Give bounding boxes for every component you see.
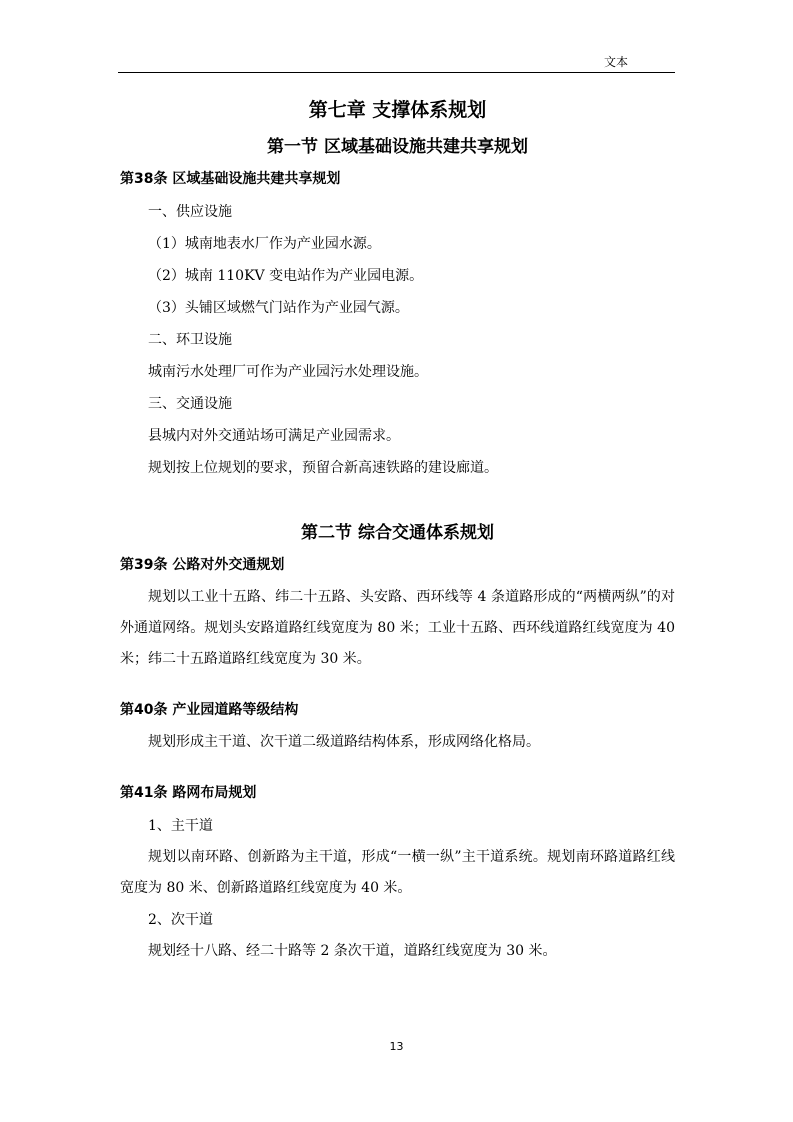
- secondary-road-heading: 2、次干道: [148, 912, 213, 928]
- header-rule: [118, 72, 675, 73]
- sanitation-heading: 二、环卫设施: [148, 332, 232, 348]
- article-39-text: 规划以工业十五路、纬二十五路、头安路、西环线等 4 条道路形成的“两横两纵”的对外通道网络。规划头安路道路红线宽度为 80 米；工业十五路、西环线道路红线宽度为 40 米；纬二十五路道路红线宽度为 30 米。: [120, 589, 675, 667]
- main-road-heading: 1、主干道: [148, 818, 213, 834]
- article-40-title: 第40条 产业园道路等级结构: [120, 702, 299, 718]
- secondary-road-text: 规划经十八路、经二十路等 2 条次干道，道路红线宽度为 30 米。: [148, 943, 557, 959]
- article-41-title: 第41条 路网布局规划: [120, 785, 257, 801]
- section-1-title: 第一节 区域基础设施共建共享规划: [267, 137, 528, 157]
- sewage-item: 城南污水处理厂可作为产业园污水处理设施。: [148, 364, 428, 380]
- article-38-title: 第38条 区域基础设施共建共享规划: [120, 171, 341, 187]
- transport-heading: 三、交通设施: [148, 396, 232, 412]
- transport-station-item: 县城内对外交通站场可满足产业园需求。: [148, 428, 400, 444]
- railway-corridor-item: 规划按上位规划的要求，预留合新高速铁路的建设廊道。: [148, 460, 498, 476]
- gas-source-item: （3）头铺区域燃气门站作为产业园气源。: [148, 300, 409, 316]
- power-source-item: （2）城南 110KV 变电站作为产业园电源。: [148, 268, 424, 284]
- page-content: [120, 92, 675, 967]
- main-road-text: 规划以南环路、创新路为主干道，形成“一横一纵”主干道系统。规划南环路道路红线宽度为 80 米、创新路道路红线宽度为 40 米。: [120, 849, 675, 896]
- header-label: 文本: [604, 55, 629, 69]
- section-2-title: 第二节 综合交通体系规划: [301, 523, 494, 543]
- article-39-title: 第39条 公路对外交通规划: [120, 557, 285, 573]
- water-source-item: （1）城南地表水厂作为产业园水源。: [148, 236, 381, 252]
- supply-facilities-heading: 一、供应设施: [148, 204, 232, 220]
- chapter-title: 第七章 支撑体系规划: [308, 99, 487, 121]
- article-40-text: 规划形成主干道、次干道二级道路结构体系，形成网络化格局。: [148, 734, 540, 750]
- page-number: 13: [389, 1040, 404, 1053]
